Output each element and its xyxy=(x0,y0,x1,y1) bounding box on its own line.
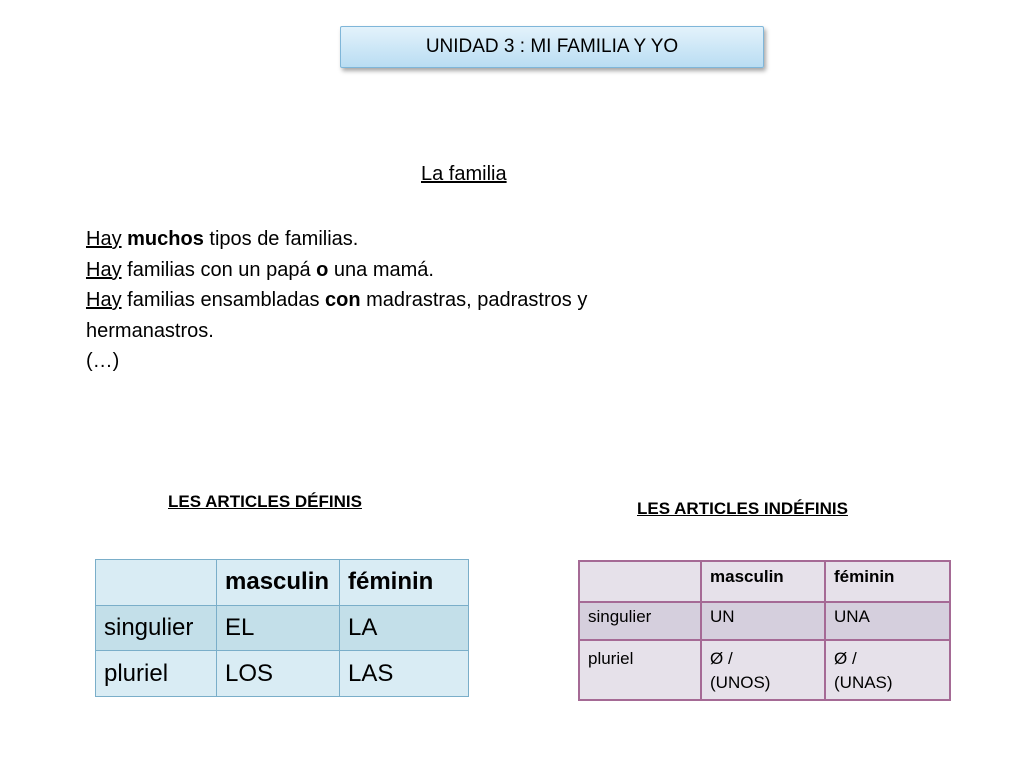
table-header-cell xyxy=(96,560,217,606)
bold-word: muchos xyxy=(127,228,204,250)
verb-hay: Hay xyxy=(86,258,122,281)
table-header-cell: féminin xyxy=(825,561,950,602)
table-header-row xyxy=(96,560,469,606)
table-cell: LA xyxy=(340,605,469,651)
table-row xyxy=(96,605,469,651)
zero-article: Ø / xyxy=(834,649,857,668)
text-fragment: tipos de familias. xyxy=(203,228,359,250)
text-fragment: familias ensambladas xyxy=(121,289,326,311)
paragraph-line-3 xyxy=(86,285,706,346)
table-cell xyxy=(701,640,825,700)
indefinite-articles-heading: LES ARTICLES INDÉFINIS xyxy=(637,499,848,518)
table-row xyxy=(579,602,950,640)
plural-alt: (UNOS) xyxy=(710,673,771,692)
text-fragment: una mamá. xyxy=(328,258,434,281)
table-header-cell: masculin xyxy=(701,561,825,602)
bold-word: o xyxy=(316,258,329,281)
table-cell: pluriel xyxy=(96,651,217,697)
verb-hay: Hay xyxy=(86,228,122,250)
table-cell: UN xyxy=(701,602,825,640)
paragraph-line-2 xyxy=(86,255,706,286)
paragraph-line-1 xyxy=(86,224,706,255)
section-subtitle: La familia xyxy=(421,163,507,185)
indefinite-articles-table xyxy=(578,560,951,701)
text-fragment: familias con un papá xyxy=(121,258,317,281)
bold-word: con xyxy=(325,289,361,311)
family-paragraph xyxy=(86,224,706,377)
table-cell: LOS xyxy=(217,651,340,697)
table-header-cell xyxy=(579,561,701,602)
verb-hay: Hay xyxy=(86,289,122,311)
plural-alt: (UNAS) xyxy=(834,673,893,692)
table-header-cell: féminin xyxy=(340,560,469,606)
table-cell: UNA xyxy=(825,602,950,640)
zero-article: Ø / xyxy=(710,649,733,668)
definite-articles-heading: LES ARTICLES DÉFINIS xyxy=(168,492,362,511)
unit-title: UNIDAD 3 : MI FAMILIA Y YO xyxy=(425,36,679,57)
table-header-cell: masculin xyxy=(217,560,340,606)
table-row xyxy=(96,651,469,697)
paragraph-ellipsis: (…) xyxy=(86,350,120,372)
unit-title-box xyxy=(340,26,764,68)
table-row xyxy=(579,640,950,700)
definite-articles-table xyxy=(95,559,469,697)
table-cell: singulier xyxy=(579,602,701,640)
table-cell: singulier xyxy=(96,605,217,651)
table-cell: EL xyxy=(217,605,340,651)
table-header-row xyxy=(579,561,950,602)
table-cell: pluriel xyxy=(579,640,701,700)
table-cell xyxy=(825,640,950,700)
table-cell: LAS xyxy=(340,651,469,697)
text-fragment: madrastras, padrastros y hermanastros. xyxy=(86,289,588,342)
